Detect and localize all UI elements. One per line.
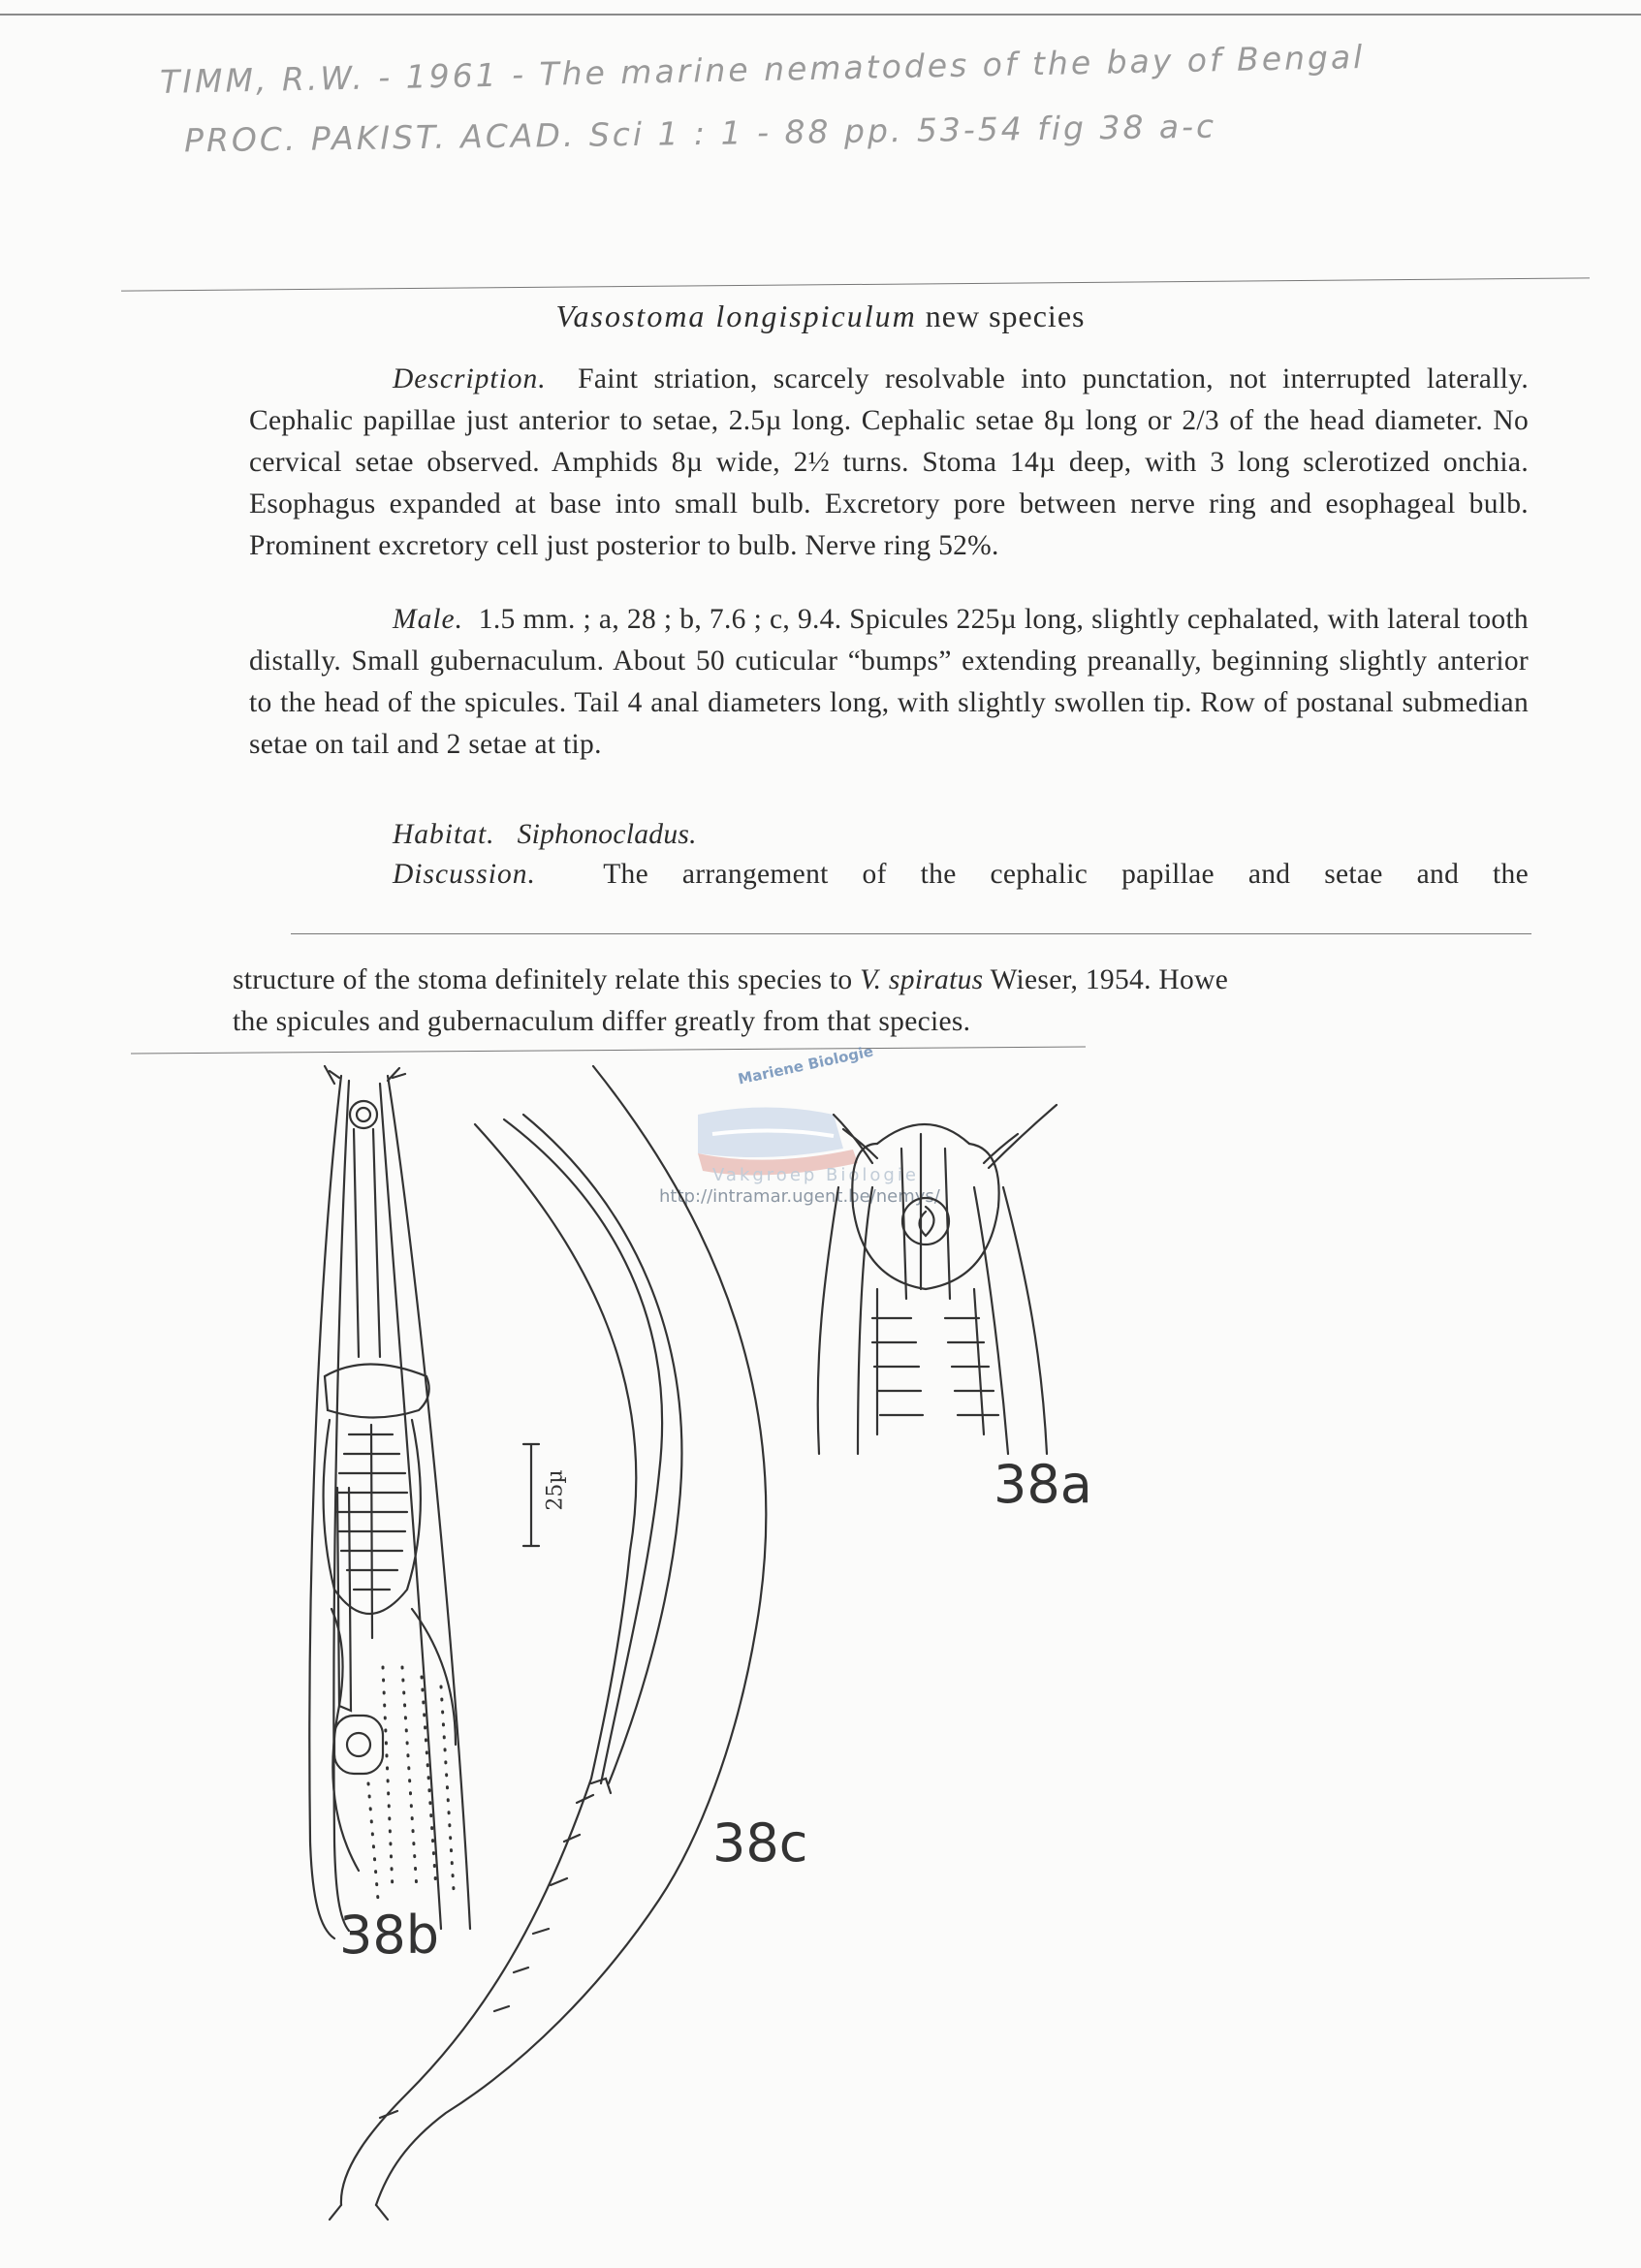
description-text: Faint striation, scarcely resolvable into punctation, not interrupted laterally. Cephalic papillae just anterior to setae, 2.5µ long. Cephalic setae 8µ long or 2/3 of the head diameter. No cervical setae observed. Amphids 8µ wide, 2½ turns. Stoma 14µ deep, with 3 long sclerotized onchia. Esophagus expanded at base into small bulb. Excretory pore between nerve ring and esophageal bulb. Prominent excretory cell just posterior to bulb. Nerve ring 52%. [249, 363, 1529, 561]
description-heading: Description. [393, 363, 547, 394]
watermark-url: http://intramar.ugent.be/nemys/ [659, 1186, 940, 1207]
figure-label-38b: 38b [339, 1905, 439, 1966]
species-name: Vasostoma longispiculum [555, 299, 917, 333]
watermark-title: Mariene Biologie [736, 1042, 875, 1088]
figure-38a-head-detail [818, 1105, 1057, 1454]
species-title-suffix: new species [925, 299, 1086, 333]
continuation-species: V. spiratus [860, 964, 984, 995]
male-text: 1.5 mm. ; a, 28 ; b, 7.6 ; c, 9.4. Spicules 225µ long, slightly cephalated, with lateral tooth distally. Small gubernaculum. About 50 cuticular “bumps” extending preanally, beginning slightly anterior to the head of the spicules. Tail 4 anal diameters long, with slightly swollen tip. Row of postanal submedian setae on tail and 2 setae at tip. [249, 604, 1529, 760]
discussion-heading: Discussion. [393, 859, 536, 890]
continuation-line2: the spicules and gubernaculum differ greatly from that species. [233, 1006, 971, 1037]
handwritten-citation-line1: TIMM, R.W. - 1961 - The marine nematodes of the bay of Bengal [159, 37, 1366, 102]
discussion-text: The arrangement of the cephalic papillae and setae and the [603, 859, 1529, 890]
scale-bar-label: 25µ [543, 1469, 568, 1511]
figure-label-38a: 38a [994, 1454, 1092, 1515]
habitat-heading: Habitat. [393, 819, 495, 850]
scale-bar [523, 1444, 539, 1546]
figure-38b-stipple [368, 1667, 454, 1900]
watermark-subtitle: Vakgroep Biologie [712, 1165, 919, 1185]
figure-38c-tail [330, 1066, 766, 2220]
habitat-text: Siphonocladus. [517, 819, 697, 850]
figure-label-38c: 38c [712, 1812, 808, 1874]
male-heading: Male. [393, 604, 463, 635]
continuation-line1: structure of the stoma definitely relate this species to V. spiratus Wieser, 1954. Howe [233, 964, 1229, 995]
handwritten-citation-line2: PROC. PAKIST. ACAD. Sci 1 : 1 - 88 pp. 53-54 fig 38 a-c [183, 107, 1217, 160]
